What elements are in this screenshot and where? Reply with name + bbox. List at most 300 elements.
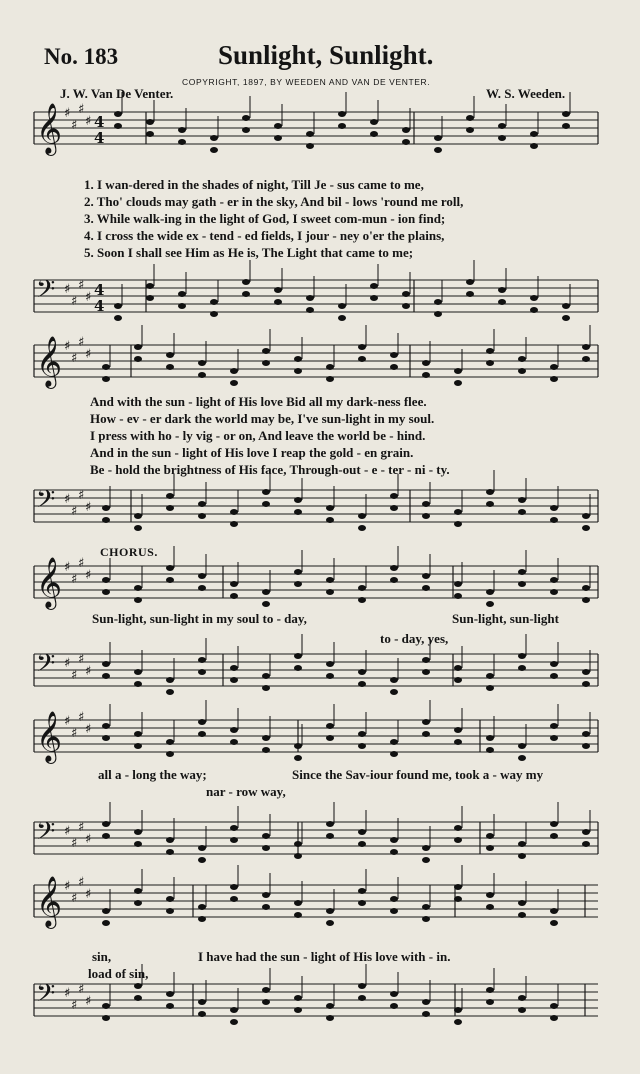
note-head xyxy=(390,364,398,370)
note-head xyxy=(326,723,334,729)
note-head xyxy=(134,585,142,591)
note-head xyxy=(582,841,590,847)
note-head xyxy=(434,299,442,305)
note-head xyxy=(210,147,218,153)
sharp-icon: ♯ xyxy=(85,887,92,902)
note-head xyxy=(422,585,430,591)
note-head xyxy=(262,892,270,898)
note-head xyxy=(550,577,558,583)
note-head xyxy=(454,884,462,890)
note-head xyxy=(486,892,494,898)
refrain-line-2: How - ev - er dark the world may be, I've sun-light in my soul. xyxy=(90,411,435,426)
note-head xyxy=(518,356,526,362)
note-head xyxy=(454,1019,462,1025)
note-head xyxy=(582,525,590,531)
note-head xyxy=(454,677,462,683)
note-head xyxy=(198,999,206,1005)
note-head xyxy=(454,380,462,386)
note-head xyxy=(550,1015,558,1021)
note-head xyxy=(146,131,154,137)
note-head xyxy=(134,900,142,906)
note-head xyxy=(562,315,570,321)
note-head xyxy=(166,577,174,583)
note-head xyxy=(422,372,430,378)
note-head xyxy=(166,739,174,745)
sharp-icon: ♯ xyxy=(78,488,85,503)
composer: W. S. Weeden. xyxy=(486,86,566,101)
note-head xyxy=(422,657,430,663)
note-head xyxy=(134,669,142,675)
note-head xyxy=(198,513,206,519)
treble-clef-icon: 𝄞 xyxy=(36,876,63,927)
lyricist: J. W. Van De Venter. xyxy=(60,86,174,101)
note-head xyxy=(198,904,206,910)
note-head xyxy=(306,143,314,149)
note-head xyxy=(390,1003,398,1009)
time-signature-top: 4 xyxy=(94,113,105,131)
note-head xyxy=(454,368,462,374)
note-head xyxy=(358,513,366,519)
chorus-label: CHORUS. xyxy=(100,545,158,559)
note-head xyxy=(434,147,442,153)
note-head xyxy=(358,669,366,675)
note-head xyxy=(486,685,494,691)
note-head xyxy=(230,581,238,587)
note-head xyxy=(434,135,442,141)
note-head xyxy=(390,689,398,695)
note-head xyxy=(486,601,494,607)
note-head xyxy=(262,589,270,595)
note-head xyxy=(166,991,174,997)
note-head xyxy=(582,585,590,591)
note-head xyxy=(242,279,250,285)
note-head xyxy=(422,1011,430,1017)
note-head xyxy=(518,755,526,761)
note-head xyxy=(134,888,142,894)
sharp-icon: ♯ xyxy=(64,714,71,729)
note-head xyxy=(550,589,558,595)
note-head xyxy=(294,581,302,587)
note-head xyxy=(114,123,122,129)
sharp-icon: ♯ xyxy=(78,102,85,117)
sharp-icon: ♯ xyxy=(64,492,71,507)
note-head xyxy=(454,581,462,587)
bass-clef-icon: 𝄢 xyxy=(36,485,56,520)
note-head xyxy=(422,904,430,910)
note-head xyxy=(326,376,334,382)
note-head xyxy=(262,501,270,507)
note-head xyxy=(166,677,174,683)
note-head xyxy=(134,681,142,687)
chorus-bass-echo-1: to - day, yes, xyxy=(380,631,449,646)
note-head xyxy=(422,999,430,1005)
chorus-line-3a: sin, xyxy=(92,949,112,964)
note-head xyxy=(562,111,570,117)
note-head xyxy=(294,995,302,1001)
chorus-bass-echo-2: nar - row way, xyxy=(206,784,286,799)
note-head xyxy=(422,916,430,922)
note-head xyxy=(454,837,462,843)
note-head xyxy=(518,509,526,515)
note-head xyxy=(486,987,494,993)
refrain-line-4: And in the sun - light of His love I reap the gold - en grain. xyxy=(90,445,414,460)
note-head xyxy=(166,908,174,914)
note-head xyxy=(230,509,238,515)
note-head xyxy=(146,119,154,125)
note-head xyxy=(134,995,142,1001)
sharp-icon: ♯ xyxy=(64,879,71,894)
note-head xyxy=(102,1015,110,1021)
note-head xyxy=(338,303,346,309)
note-head xyxy=(294,912,302,918)
time-signature-bottom: 4 xyxy=(94,297,105,315)
note-head xyxy=(102,833,110,839)
note-head xyxy=(166,364,174,370)
note-head xyxy=(518,743,526,749)
note-head xyxy=(518,841,526,847)
note-head xyxy=(294,755,302,761)
chorus-line-2a: all a - long the way; xyxy=(98,767,207,782)
refrain-line-1: And with the sun - light of His love Bid all my dark-ness flee. xyxy=(90,394,427,409)
chorus-line-1: Sun-light, sun-light in my soul to - day, xyxy=(92,611,307,626)
note-head xyxy=(358,888,366,894)
treble-clef-icon: 𝄞 xyxy=(36,336,63,387)
note-head xyxy=(198,360,206,366)
note-head xyxy=(550,723,558,729)
note-head xyxy=(102,735,110,741)
note-head xyxy=(114,315,122,321)
note-head xyxy=(294,900,302,906)
note-head xyxy=(582,356,590,362)
note-head xyxy=(370,283,378,289)
note-head xyxy=(102,577,110,583)
sharp-icon: ♯ xyxy=(71,998,78,1013)
note-head xyxy=(550,673,558,679)
note-head xyxy=(454,593,462,599)
note-head xyxy=(358,743,366,749)
note-head xyxy=(262,489,270,495)
sharp-icon: ♯ xyxy=(78,982,85,997)
note-head xyxy=(390,837,398,843)
note-head xyxy=(518,497,526,503)
note-head xyxy=(230,521,238,527)
note-head xyxy=(550,661,558,667)
note-head xyxy=(422,501,430,507)
note-head xyxy=(518,665,526,671)
treble-clef-icon: 𝄞 xyxy=(36,711,63,762)
sharp-icon: ♯ xyxy=(71,504,78,519)
note-head xyxy=(306,307,314,313)
note-head xyxy=(338,315,346,321)
note-head xyxy=(550,833,558,839)
note-head xyxy=(134,356,142,362)
note-head xyxy=(486,673,494,679)
note-head xyxy=(178,291,186,297)
note-head xyxy=(210,135,218,141)
sharp-icon: ♯ xyxy=(64,560,71,575)
note-head xyxy=(178,303,186,309)
note-head xyxy=(550,376,558,382)
sharp-icon: ♯ xyxy=(85,290,92,305)
note-head xyxy=(582,681,590,687)
note-head xyxy=(230,884,238,890)
note-head xyxy=(198,731,206,737)
note-head xyxy=(102,1003,110,1009)
note-head xyxy=(326,589,334,595)
copyright-line: COPYRIGHT, 1897, BY WEEDEN AND VAN DE VENTER. xyxy=(182,77,431,87)
note-head xyxy=(422,857,430,863)
note-head xyxy=(550,1003,558,1009)
note-head xyxy=(562,123,570,129)
note-head xyxy=(166,896,174,902)
note-head xyxy=(294,356,302,362)
note-head xyxy=(198,845,206,851)
bass-clef-icon: 𝄢 xyxy=(36,817,56,852)
note-head xyxy=(486,501,494,507)
sharp-icon: ♯ xyxy=(71,572,78,587)
verse-line-2: 2. Tho' clouds may gath - er in the sky, And bil - lows 'round me roll, xyxy=(84,194,464,209)
sharp-icon: ♯ xyxy=(85,664,92,679)
note-head xyxy=(486,348,494,354)
sharp-icon: ♯ xyxy=(78,820,85,835)
note-head xyxy=(262,348,270,354)
sharp-icon: ♯ xyxy=(78,278,85,293)
note-head xyxy=(530,131,538,137)
note-head xyxy=(390,991,398,997)
note-head xyxy=(390,751,398,757)
note-head xyxy=(294,853,302,859)
sharp-icon: ♯ xyxy=(78,875,85,890)
note-head xyxy=(102,661,110,667)
note-head xyxy=(242,127,250,133)
note-head xyxy=(102,364,110,370)
sharp-icon: ♯ xyxy=(85,568,92,583)
note-head xyxy=(102,505,110,511)
note-head xyxy=(134,597,142,603)
note-head xyxy=(198,372,206,378)
note-head xyxy=(466,115,474,121)
note-head xyxy=(390,505,398,511)
note-head xyxy=(370,119,378,125)
note-head xyxy=(326,1003,334,1009)
note-head xyxy=(390,565,398,571)
note-head xyxy=(242,115,250,121)
note-head xyxy=(338,123,346,129)
note-head xyxy=(454,825,462,831)
note-head xyxy=(518,368,526,374)
note-head xyxy=(262,735,270,741)
note-head xyxy=(230,665,238,671)
sharp-icon: ♯ xyxy=(78,335,85,350)
note-head xyxy=(146,295,154,301)
note-head xyxy=(486,833,494,839)
note-head xyxy=(422,719,430,725)
note-head xyxy=(306,295,314,301)
note-head xyxy=(338,111,346,117)
note-head xyxy=(518,1007,526,1013)
sharp-icon: ♯ xyxy=(71,726,78,741)
note-head xyxy=(486,904,494,910)
note-head xyxy=(294,1007,302,1013)
note-head xyxy=(274,135,282,141)
note-head xyxy=(166,689,174,695)
note-head xyxy=(530,295,538,301)
sharp-icon: ♯ xyxy=(64,656,71,671)
note-head xyxy=(390,908,398,914)
note-head xyxy=(550,908,558,914)
note-head xyxy=(274,123,282,129)
note-head xyxy=(486,589,494,595)
note-head xyxy=(274,299,282,305)
note-head xyxy=(294,497,302,503)
note-head xyxy=(230,1019,238,1025)
treble-clef-icon: 𝄞 xyxy=(36,103,63,154)
note-head xyxy=(422,360,430,366)
note-head xyxy=(550,821,558,827)
note-head xyxy=(102,821,110,827)
note-head xyxy=(530,143,538,149)
note-head xyxy=(178,139,186,145)
note-head xyxy=(178,127,186,133)
note-head xyxy=(358,356,366,362)
note-head xyxy=(262,601,270,607)
sharp-icon: ♯ xyxy=(71,118,78,133)
chorus-line-2b: Since the Sav-iour found me, took a - way my xyxy=(292,767,544,782)
note-head xyxy=(294,509,302,515)
refrain-line-5: Be - hold the brightness of His face, Through-out - e - ter - ni - ty. xyxy=(90,462,450,477)
sharp-icon: ♯ xyxy=(64,106,71,121)
note-head xyxy=(582,731,590,737)
note-head xyxy=(262,904,270,910)
note-head xyxy=(134,829,142,835)
note-head xyxy=(326,661,334,667)
sharp-icon: ♯ xyxy=(85,347,92,362)
note-head xyxy=(454,727,462,733)
note-head xyxy=(582,597,590,603)
note-head xyxy=(134,983,142,989)
note-head xyxy=(518,581,526,587)
note-head xyxy=(358,983,366,989)
note-head xyxy=(518,653,526,659)
note-head xyxy=(134,525,142,531)
note-head xyxy=(518,853,526,859)
sharp-icon: ♯ xyxy=(64,339,71,354)
time-signature-bottom: 4 xyxy=(94,129,105,147)
note-head xyxy=(518,569,526,575)
note-head xyxy=(390,739,398,745)
note-head xyxy=(102,376,110,382)
note-head xyxy=(358,344,366,350)
note-head xyxy=(498,135,506,141)
sharp-icon: ♯ xyxy=(85,994,92,1009)
note-head xyxy=(358,585,366,591)
note-head xyxy=(166,352,174,358)
sharp-icon: ♯ xyxy=(78,710,85,725)
note-head xyxy=(326,517,334,523)
note-head xyxy=(466,279,474,285)
verse-line-3: 3. While walk-ing in the light of God, I sweet com-mun - ion find; xyxy=(84,211,446,226)
note-head xyxy=(358,597,366,603)
note-head xyxy=(518,912,526,918)
note-head xyxy=(466,127,474,133)
note-head xyxy=(422,573,430,579)
note-head xyxy=(198,719,206,725)
note-head xyxy=(370,295,378,301)
note-head xyxy=(294,743,302,749)
sharp-icon: ♯ xyxy=(85,832,92,847)
note-head xyxy=(454,896,462,902)
note-head xyxy=(422,513,430,519)
note-head xyxy=(262,360,270,366)
note-head xyxy=(326,505,334,511)
note-head xyxy=(486,747,494,753)
note-head xyxy=(454,665,462,671)
note-head xyxy=(166,837,174,843)
note-head xyxy=(198,857,206,863)
note-head xyxy=(230,727,238,733)
sharp-icon: ♯ xyxy=(71,351,78,366)
note-head xyxy=(550,364,558,370)
note-head xyxy=(230,593,238,599)
note-head xyxy=(326,920,334,926)
note-head xyxy=(530,307,538,313)
sharp-icon: ♯ xyxy=(78,556,85,571)
bass-clef-icon: 𝄢 xyxy=(36,649,56,684)
sharp-icon: ♯ xyxy=(85,114,92,129)
note-head xyxy=(358,731,366,737)
note-head xyxy=(134,841,142,847)
note-head xyxy=(582,829,590,835)
note-head xyxy=(358,525,366,531)
note-head xyxy=(486,360,494,366)
note-head xyxy=(166,751,174,757)
note-head xyxy=(146,283,154,289)
note-head xyxy=(326,577,334,583)
refrain-line-3: I press with ho - ly vig - or on, And leave the world be - hind. xyxy=(90,428,426,443)
note-head xyxy=(242,291,250,297)
note-head xyxy=(230,1007,238,1013)
note-head xyxy=(358,681,366,687)
note-head xyxy=(486,489,494,495)
sharp-icon: ♯ xyxy=(78,652,85,667)
hymn-number: No. 183 xyxy=(44,44,119,69)
note-head xyxy=(454,1007,462,1013)
note-head xyxy=(562,303,570,309)
note-head xyxy=(486,999,494,1005)
note-head xyxy=(390,677,398,683)
note-head xyxy=(230,825,238,831)
note-head xyxy=(102,517,110,523)
note-head xyxy=(422,731,430,737)
note-head xyxy=(294,841,302,847)
note-head xyxy=(326,833,334,839)
note-head xyxy=(402,127,410,133)
note-head xyxy=(402,291,410,297)
note-head xyxy=(326,821,334,827)
note-head xyxy=(198,657,206,663)
note-head xyxy=(358,900,366,906)
note-head xyxy=(134,743,142,749)
note-head xyxy=(582,344,590,350)
sharp-icon: ♯ xyxy=(71,294,78,309)
note-head xyxy=(230,896,238,902)
note-head xyxy=(262,833,270,839)
note-head xyxy=(550,505,558,511)
note-head xyxy=(262,845,270,851)
sharp-icon: ♯ xyxy=(71,836,78,851)
note-head xyxy=(486,845,494,851)
note-head xyxy=(370,131,378,137)
